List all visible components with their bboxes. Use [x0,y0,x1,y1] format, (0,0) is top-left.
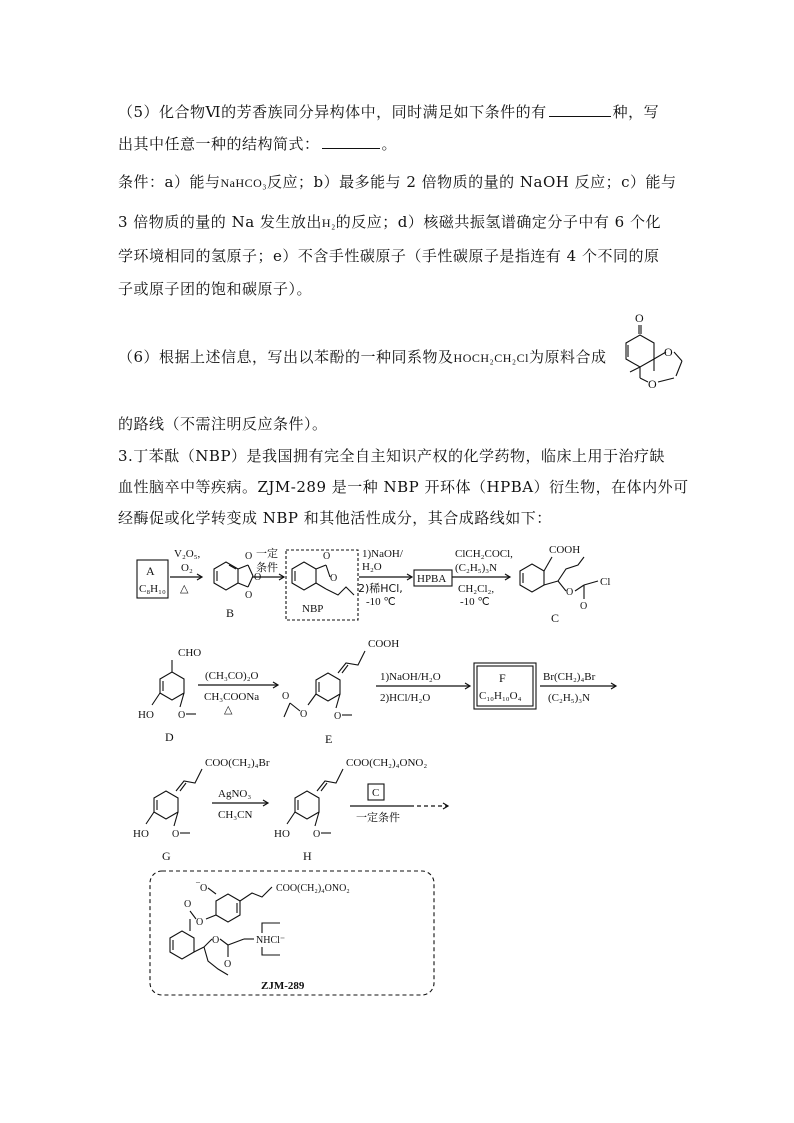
hpba-label: HPBA [417,573,447,585]
q5-line1-text-b: 种，写 [612,103,660,121]
svg-text:O: O [254,572,262,583]
nbp-label: NBP [302,603,324,615]
reaction-1 [170,548,202,595]
q5-line1-text-a: （5）化合物Ⅵ的芳香族同分异构体中，同时满足如下条件的有 [118,103,547,121]
zjm-ammonium: NHCl⁻ [256,935,286,946]
q6-target-molecule [618,306,692,394]
compound-c-label: C [551,611,560,625]
zjm-substituent: COO(CH₂)₄ONO₂ [276,883,350,894]
reaction-6 [376,671,470,704]
r7-reagent: Br(CH₂)₄Br [543,671,596,683]
compound-c-cooh: COOH [549,544,581,556]
r4-reagent-1: ClCH₂COCl, [455,548,513,560]
compound-b-label: B [226,606,235,620]
reaction-3 [358,548,412,608]
compound-d-structure [138,647,201,744]
reaction-9 [350,784,448,824]
hpba-box [414,570,452,586]
q5-line2-text-a: 出其中任意一种的结构简式： [118,135,320,153]
svg-text:O: O [334,711,342,722]
q5-line4 [118,212,678,233]
r4-solvent: CH₂Cl₂, [458,583,495,595]
nbp-box [286,550,358,620]
svg-text:O: O [245,590,253,601]
r1-heat: △ [180,583,189,595]
r6-step-1: 1)NaOH/H₂O [380,671,441,683]
compound-h-ho: HO [274,828,290,840]
reaction-8 [212,788,268,821]
compound-h-structure [274,757,427,863]
compound-d-label: D [165,730,174,744]
zjm-289-label: ZJM-289 [261,980,305,992]
r1-reagent-1: V₂O₅, [174,548,201,560]
svg-text:O: O [664,345,673,359]
zjm-289-box [150,871,434,995]
r3-reagent-2: H₂O [362,561,382,573]
svg-text:O: O [172,829,180,840]
r3-reagent-1: 1)NaOH/ [362,548,403,560]
compound-d-cho: CHO [178,647,202,659]
r3-reagent-3: 2)稀HCl, [358,582,403,595]
reaction-4 [452,548,513,608]
r1-reagent-2: O₂ [181,562,193,574]
compound-g-substituent: COO(CH₂)₄Br [205,757,270,769]
r5-reagent-2: CH₃COONa [204,691,260,703]
r4-temp: -10 ℃ [460,596,490,608]
svg-text:O: O [224,959,232,970]
q5-line5: 学环境相同的氢原子；e）不含手性碳原子（手性碳原子是指连有 4 个不同的原 [118,247,660,265]
svg-text:O: O [635,311,644,325]
compound-h-label: H [303,849,312,863]
r6-step-2: 2)HCl/H₂O [380,692,431,704]
q5-line4-text-a: 3 倍物质的量的 Na 发生放出 [118,213,322,231]
compound-f-label: F [499,671,506,685]
q5-line2 [118,134,678,154]
compound-a-label: A [146,564,155,578]
svg-text:O: O [196,917,204,928]
compound-f-formula: C₁₀H₁₀O₄ [479,690,522,702]
compound-a-formula: C₈H₁₀ [139,583,166,595]
r3-temp: -10 ℃ [366,596,396,608]
r5-heat: △ [224,704,233,716]
q5-line3 [118,172,678,193]
svg-text:O: O [200,883,208,894]
svg-text:O: O [330,573,338,584]
r2-cond-1: 一定 [256,547,278,560]
svg-text:–: – [196,877,200,886]
q3-line1: 3.丁苯酞（NBP）是我国拥有完全自主知识产权的化学药物，临床上用于治疗缺 [118,447,666,465]
r8-reagent: AgNO₃ [218,788,252,800]
q5-line4-text-b: 的反应；d）核磁共振氢谱确定分子中有 6 个化 [335,213,661,231]
r5-reagent-1: (CH₃CO)₂O [205,670,259,682]
svg-text:O: O [282,691,290,702]
q5-line3-text-b: 反应；b）最多能与 2 倍物质的量的 NaOH 反应；c）能与 [266,173,677,191]
svg-text:O: O [566,587,574,598]
q5-line3-text-a: 条件：a）能与 [118,173,221,191]
q3-line2: 血性脑卒中等疾病。ZJM-289 是一种 NBP 开环体（HPBA）衍生物，在体内外可 [118,478,689,496]
r7-base: (C₂H₅)₃N [548,692,591,704]
svg-text:O: O [323,551,331,562]
q5-line6: 子或原子团的饱和碳原子）。 [118,280,313,298]
q6-reagent: HOCH₂CH₂Cl [453,351,529,365]
q6-line1-text-a: （6）根据上述信息，写出以苯酚的一种同系物及 [118,348,454,366]
compound-g-ho: HO [133,828,149,840]
r8-solvent: CH₃CN [218,809,253,821]
q3-line3: 经酶促或化学转变成 NBP 和其他活性成分，其合成路线如下： [118,509,552,527]
svg-text:O: O [178,710,186,721]
compound-e-cooh: COOH [368,638,400,650]
r9-condition: 一定条件 [356,811,400,824]
r9-reagent-box: C [372,787,380,799]
q6-line1-text-b: 为原料合成 [528,348,607,366]
svg-text:O: O [184,899,192,910]
q5-h2: H₂ [321,216,336,230]
q5-line1 [118,102,678,122]
q5-count-blank[interactable] [549,102,611,117]
compound-a-box [137,560,168,598]
q6-line1 [118,347,678,368]
q5-structure-blank[interactable] [322,134,380,149]
q5-nahco3: NaHCO₃ [220,176,267,190]
compound-b-structure [214,551,261,620]
compound-h-substituent: COO(CH₂)₄ONO₂ [346,757,428,769]
svg-text:O: O [313,829,321,840]
svg-text:O: O [245,551,253,562]
svg-text:O: O [300,709,308,720]
q5-line2-text-b: 。 [381,135,398,153]
svg-text:O: O [648,377,657,391]
reaction-7 [540,671,616,704]
compound-f-box [474,663,536,709]
compound-e-label: E [325,732,333,746]
svg-text:O: O [212,935,220,946]
compound-c-structure [520,544,610,625]
compound-c-cl: Cl [600,576,611,588]
compound-g-label: G [162,849,171,863]
r2-cond-2: 条件 [256,561,278,574]
q6-line2: 的路线（不需注明反应条件）。 [118,415,328,433]
synthesis-scheme [0,535,794,1005]
reaction-5 [198,670,278,716]
svg-text:O: O [580,601,588,612]
r4-reagent-2: (C₂H₅)₃N [455,562,498,574]
compound-d-ho: HO [138,709,154,721]
